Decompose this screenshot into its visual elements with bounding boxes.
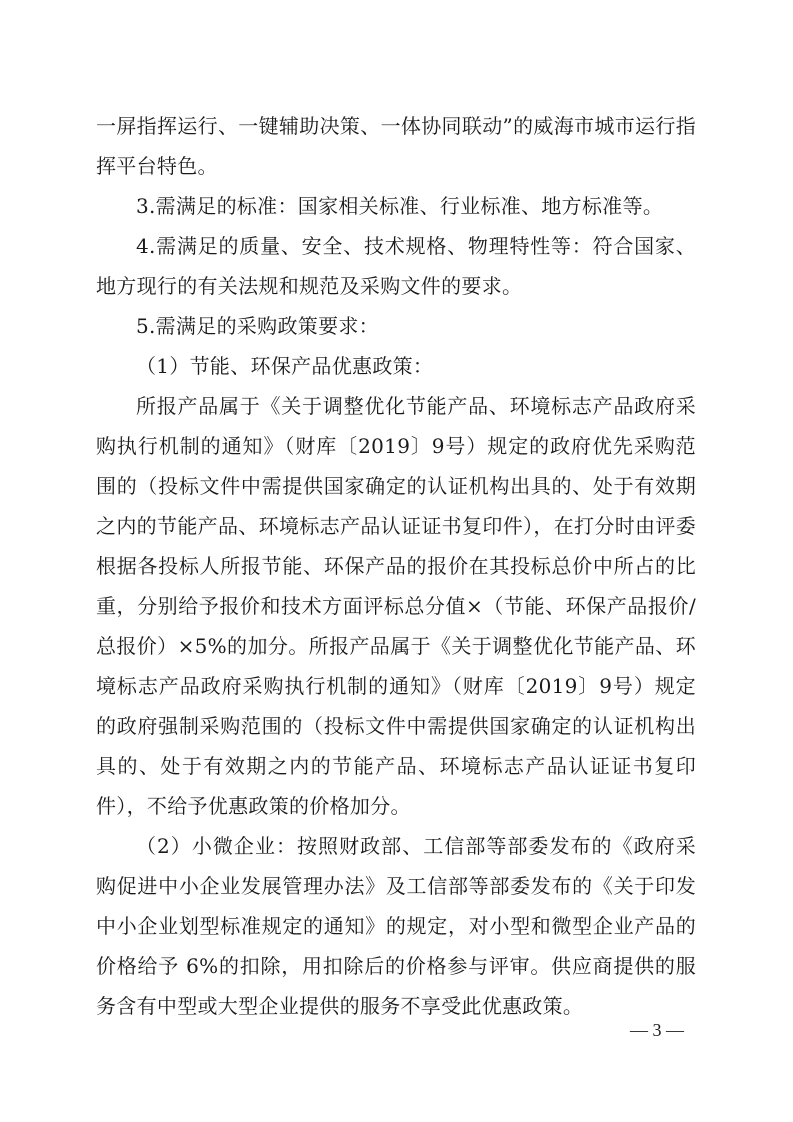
paragraph-energy-heading: （1）节能、环保产品优惠政策： [136,354,434,378]
page-number: — 3 — [630,1020,684,1040]
paragraph-standards: 3.需满足的标准：国家相关标准、行业标准、地方标准等。 [136,194,664,218]
paragraph-small-enterprise: （2）小微企业：按照财政部、工信部等部委发布的《政府采购促进中小企业发展管理办法》及工信部等部委发布的《关于印发中小企业划型标准规定的通知》的规定，对小型和微型企业产品的价格给予 6%的扣除，用扣除后的价格参与评审。供应商提供的服务含有中型或大型企业提供的服务不享受此优惠政策。 [96,834,696,1018]
paragraph-policy-heading: 5.需满足的采购政策要求： [136,314,379,338]
document-body [96,106,696,1026]
paragraph-quality: 4.需满足的质量、安全、技术规格、物理特性等：符合国家、地方现行的有关法规和规范及采购文件的要求。 [96,234,696,298]
paragraph-energy-policy: 所报产品属于《关于调整优化节能产品、环境标志产品政府采购执行机制的通知》（财库〔2019〕9号）规定的政府优先采购范围的（投标文件中需提供国家确定的认证机构出具的、处于有效期之内的节能产品、环境标志产品认证证书复印件），在打分时由评委根据各投标人所报节能、环保产品的报价在其投标总价中所占的比重，分别给予报价和技术方面评标总分值×（节能、环保产品报价/总报价）×5%的加分。所报产品属于《关于调整优化节能产品、环境标志产品政府采购执行机制的通知》（财库〔2019〕9号）规定的政府强制采购范围的（投标文件中需提供国家确定的认证机构出具的、处于有效期之内的节能产品、环境标志产品认证证书复印件），不给予优惠政策的价格加分。 [96,394,696,818]
paragraph-continuation: 一屏指挥运行、一键辅助决策、一体协同联动”的威海市城市运行指挥平台特色。 [96,114,696,178]
